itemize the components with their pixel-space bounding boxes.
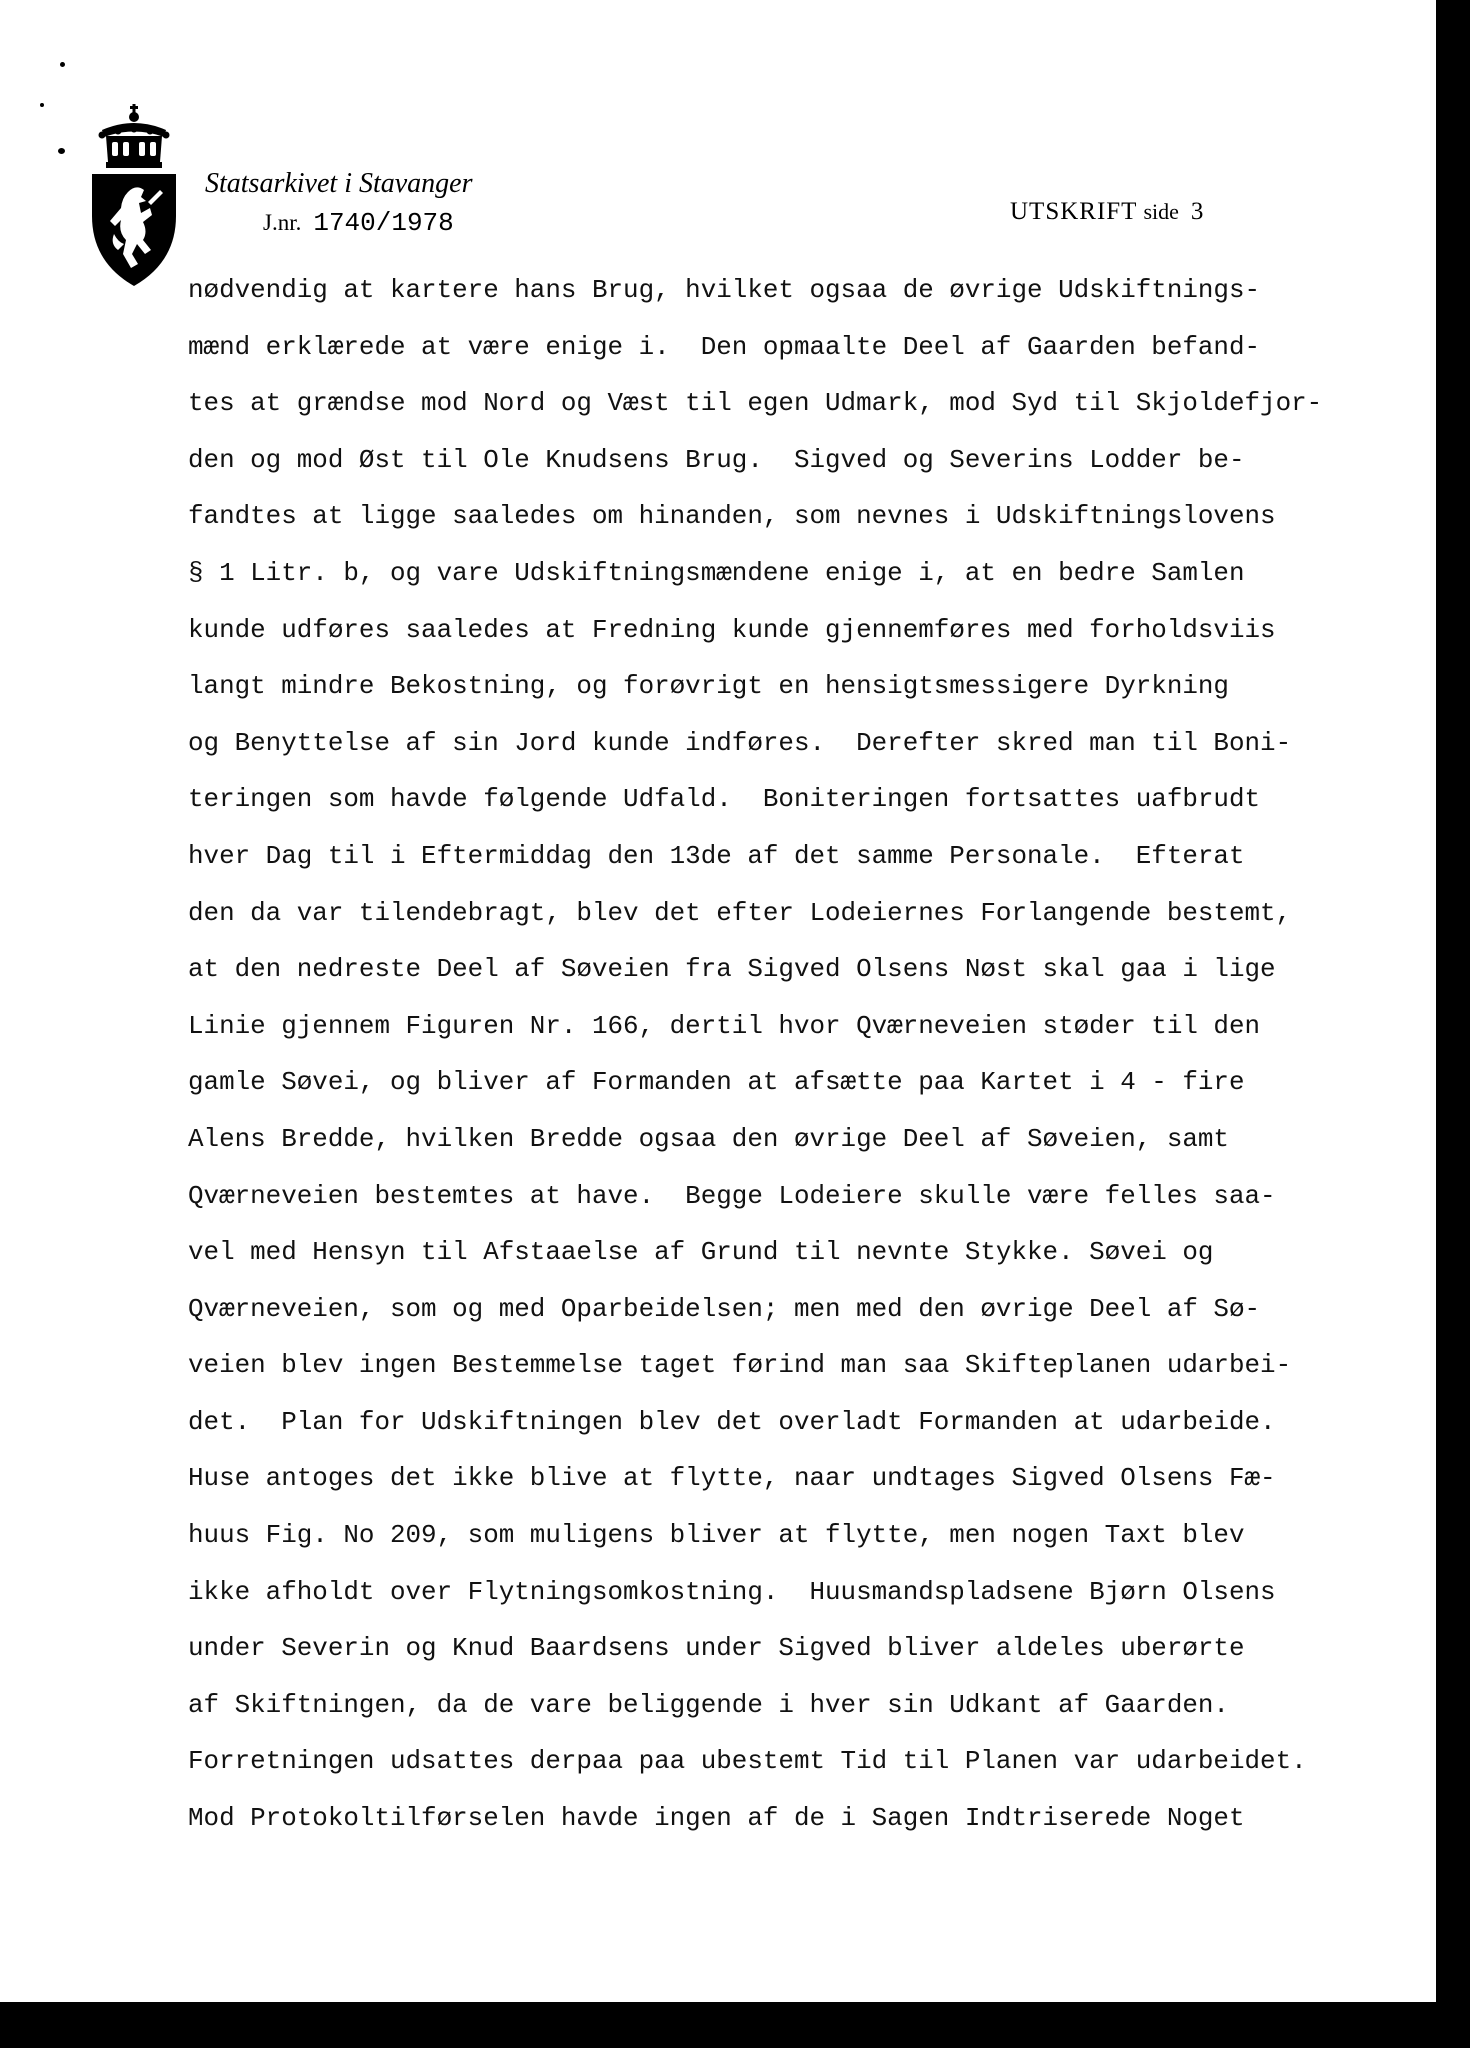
text-line: § 1 Litr. b, og vare Udskiftningsmændene enige i, at en bedre Samlen <box>188 557 1245 588</box>
text-line: under Severin og Knud Baardsens under Sigved bliver aldeles uberørte <box>188 1633 1245 1664</box>
text-line: Forretningen udsattes derpaa paa ubestemt Tid til Planen var udarbeidet. <box>188 1746 1307 1777</box>
text-line: Mod Protokoltilførselen havde ingen af de i Sagen Indtriserede Noget <box>188 1803 1245 1834</box>
norwegian-coat-of-arms-icon <box>88 104 180 288</box>
text-line: veien blev ingen Bestemmelse taget førind man saa Skifteplanen udarbei- <box>188 1350 1292 1381</box>
archive-name: Statsarkivet i Stavanger <box>205 168 473 199</box>
text-line: den da var tilendebragt, blev det efter Lodeiernes Forlangende bestemt, <box>188 897 1292 928</box>
text-line: vel med Hensyn til Afstaaelse af Grund til nevnte Stykke. Søvei og <box>188 1237 1214 1268</box>
text-line: hver Dag til i Eftermiddag den 13de af det samme Personale. Efterat <box>188 840 1245 871</box>
text-line: langt mindre Bekostning, og forøvrigt en hensigtsmessigere Dyrkning <box>188 671 1229 702</box>
text-line: gamle Søvei, og bliver af Formanden at afsætte paa Kartet i 4 - fire <box>188 1067 1245 1098</box>
page-number: 3 <box>1190 198 1204 225</box>
journal-number: 1740/1978 <box>313 208 454 238</box>
scan-speck <box>58 148 65 154</box>
text-line: tes at grændse mod Nord og Væst til egen Udmark, mod Syd til Skjoldefjor- <box>188 388 1323 419</box>
text-line: den og mod Øst til Ole Knudsens Brug. Sigved og Severins Lodder be- <box>188 444 1245 475</box>
text-line: fandtes at ligge saaledes om hinanden, som nevnes i Udskiftningslovens <box>188 501 1276 532</box>
text-line: mænd erklærede at være enige i. Den opmaalte Deel af Gaarden befand- <box>188 331 1261 362</box>
text-line: Qværneveien, som og med Oparbeidelsen; men med den øvrige Deel af Sø- <box>188 1293 1261 1324</box>
text-line: kunde udføres saaledes at Fredning kunde gjennemføres med forholdsviis <box>188 614 1276 645</box>
page-label: side <box>1143 199 1179 224</box>
transcript-body <box>188 262 1448 1847</box>
text-line: nødvendig at kartere hans Brug, hvilket ogsaa de øvrige Udskiftnings- <box>188 275 1261 305</box>
text-line: Alens Bredde, hvilken Bredde ogsaa den øvrige Deel af Søveien, samt <box>188 1123 1229 1154</box>
text-line: af Skiftningen, da de vare beliggende i hver sin Udkant af Gaarden. <box>188 1689 1229 1720</box>
text-line: og Benyttelse af sin Jord kunde indføres. Derefter skred man til Boni- <box>188 727 1292 758</box>
text-line: teringen som havde følgende Udfald. Boniteringen fortsattes uafbrudt <box>188 784 1261 815</box>
transcript-header <box>1010 198 1203 226</box>
scan-speck <box>60 62 65 67</box>
text-line: ikke afholdt over Flytningsomkostning. Huusmandspladsene Bjørn Olsens <box>188 1576 1276 1607</box>
text-line: huus Fig. No 209, som muligens bliver at flytte, men nogen Taxt blev <box>188 1520 1245 1551</box>
text-line: det. Plan for Udskiftningen blev det overladt Formanden at udarbeide. <box>188 1406 1276 1437</box>
transcript-label: UTSKRIFT <box>1010 198 1138 225</box>
text-line: at den nedreste Deel af Søveien fra Sigved Olsens Nøst skal gaa i lige <box>188 954 1276 985</box>
scan-speck <box>40 103 44 107</box>
text-line: Linie gjennem Figuren Nr. 166, dertil hvor Qværneveien støder til den <box>188 1010 1261 1041</box>
journal-reference <box>263 208 454 238</box>
text-line: Huse antoges det ikke blive at flytte, naar undtages Sigved Olsens Fæ- <box>188 1463 1276 1494</box>
text-line: Qværneveien bestemtes at have. Begge Lodeiere skulle være felles saa- <box>188 1180 1276 1211</box>
journal-label: J.nr. <box>263 210 302 235</box>
